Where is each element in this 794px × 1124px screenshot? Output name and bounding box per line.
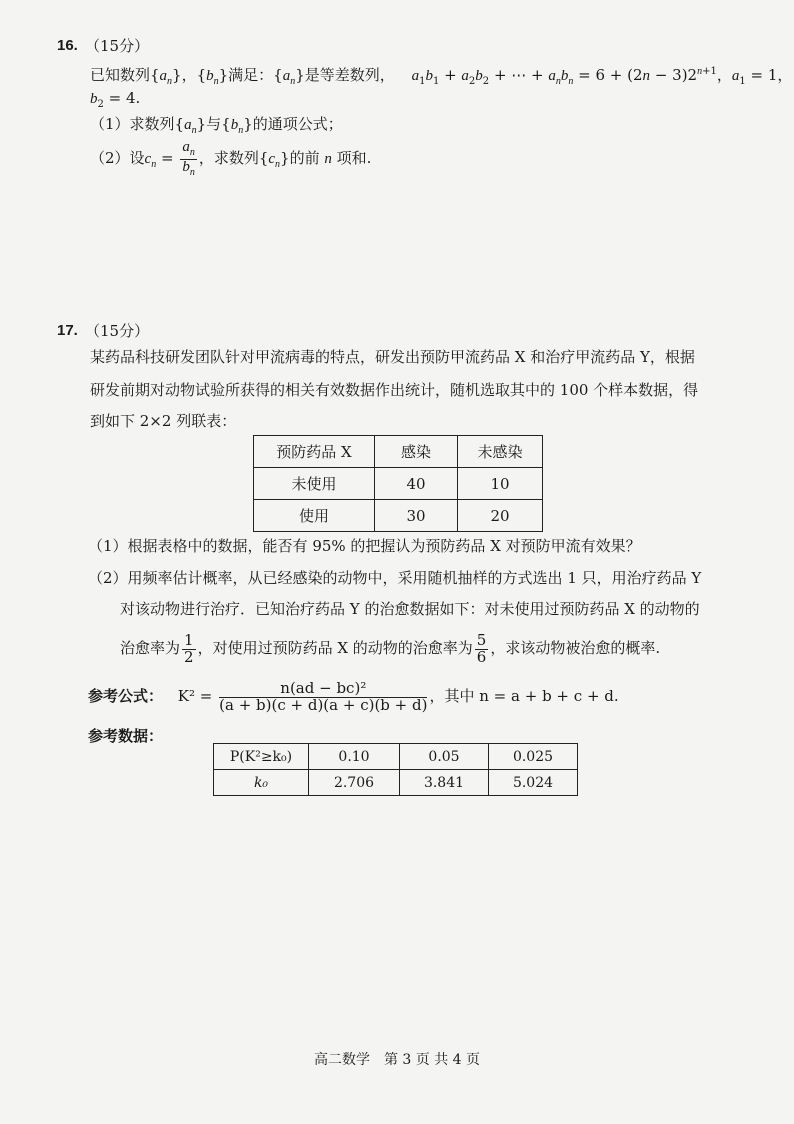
page-footer: 高二数学 第 3 页 共 4 页 (313, 1052, 481, 1068)
ref-cell: 2.706 (309, 770, 400, 796)
ref-cell: 0.025 (489, 744, 578, 770)
table-header: 预防药品 X (254, 436, 375, 468)
table-header: 感染 (375, 436, 458, 468)
q17-number: 17. (57, 322, 78, 339)
q16-points: （15分） (85, 37, 150, 55)
q17-para-line1: 某药品科技研发团队针对甲流病毒的特点，研发出预防甲流药品 X 和治疗甲流药品 Y，根据 (90, 348, 695, 366)
q17-part2-line3: 治愈率为 $\frac{1}{2}$ ，对使用过预防药品 X 的动物的治愈率为 $\frac{5}{6}$ ，求该动物被治愈的概率. (120, 630, 661, 666)
q16-intro: 已知数列$\{a_n\}$，$\{b_n\}$满足：$\{a_n\}$是等差数列， $a_1b_1 + a_2b_2$ + ⋯ + $a_nb_n = 6 + (2n - 3)2^{n+1}$，$a_1 = 1$， (90, 66, 793, 87)
table-cell: 40 (375, 468, 458, 500)
q17-part2-line1: （2）用频率估计概率，从已经感染的动物中，采用随机抽样的方式选出 1 只，用治疗药品 Y (88, 569, 702, 587)
ref-cell: 5.024 (489, 770, 578, 796)
table-header: 未感染 (458, 436, 543, 468)
ref-cell: k₀ (214, 770, 309, 796)
fraction-five-sixths: $\frac{5}{6}$ (476, 630, 487, 666)
table-cell: 未使用 (254, 468, 375, 500)
q16-number: 16. (57, 37, 78, 54)
q17-part2-line2: 对该动物进行治疗．已知治疗药品 Y 的治愈数据如下：对未使用过预防药品 X 的动物的 (120, 600, 700, 618)
ref-cell: 0.10 (309, 744, 400, 770)
q17-points: （15分） (85, 322, 150, 340)
contingency-table (253, 435, 543, 532)
ref-cell: 3.841 (400, 770, 489, 796)
table-cell: 20 (458, 500, 543, 532)
reference-formula: 参考公式： K² = $\frac{\text{n(ad − bc)²}}{(a + b)(c + d)(a + c)(b + d)}$ ，其中 n = a + b + c + d. (88, 678, 619, 714)
ref-cell: P(K²≥k₀) (214, 744, 309, 770)
q16-part2: （2）设$c_n$ = $\frac{a_n}{b_n}$ ，求数列$\{c_n\}$的前 n 项和. (90, 139, 372, 178)
ref-cell: 0.05 (400, 744, 489, 770)
fraction-one-half: $\frac{1}{2}$ (184, 630, 194, 666)
q16-part1: （1）求数列$\{a_n\}$与$\{b_n\}$的通项公式； (90, 115, 343, 136)
q17-para-line3: 到如下 2×2 列联表： (90, 412, 237, 430)
table-cell: 10 (458, 468, 543, 500)
table-cell: 30 (375, 500, 458, 532)
reference-data-table (213, 743, 578, 796)
q17-part1: （1）根据表格中的数据，能否有 95% 的把握认为预防药品 X 对预防甲流有效果？ (88, 537, 641, 555)
q17-para-line2: 研发前期对动物试验所获得的相关有效数据作出统计，随机选取其中的 100 个样本数据，得 (90, 381, 699, 399)
q16-b2: $b_2 = 4$. (90, 89, 141, 110)
table-cell: 使用 (254, 500, 375, 532)
reference-data-label: 参考数据： (88, 727, 164, 745)
